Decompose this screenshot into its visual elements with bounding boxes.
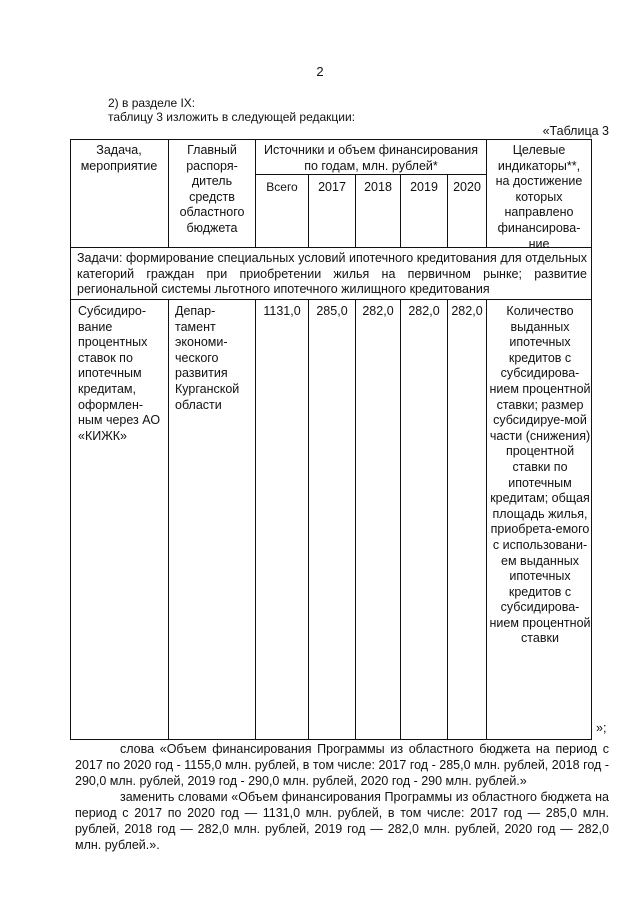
row-2018: 282,0 bbox=[362, 304, 394, 318]
header-total: Всего bbox=[266, 180, 298, 194]
row-2020: 282,0 bbox=[451, 304, 483, 318]
intro-line-2: таблицу 3 изложить в следующей редакции: bbox=[108, 110, 356, 124]
row-indicators: Количество выданных ипотечных кредитов с субсидирова-нием процентной ставки; размер субсидируе-мой части (снижения) процентной ставки по ипотечным кредитам; общая площадь жилья, приобрета-емого с использовани-ем выданных ипотечных кредитов с субсидирова-нием процентной ставки bbox=[489, 304, 591, 646]
header-2019: 2019 bbox=[410, 180, 438, 194]
row-task: Субсидиро-вание процентных ставок по ипотечным кредитам, оформлен-ным через АО «КИЖК» bbox=[78, 304, 161, 443]
row-2019: 282,0 bbox=[408, 304, 440, 318]
row-total: 1131,0 bbox=[263, 304, 301, 318]
header-sources: Источники и объем финансирования по годам, млн. рублей* bbox=[263, 143, 479, 173]
header-2020: 2020 bbox=[453, 180, 481, 194]
table-reference: «Таблица 3 bbox=[542, 124, 609, 138]
row-manager: Депар-тамент экономи-ческого развития Курганской области bbox=[175, 304, 240, 412]
tail-text bbox=[75, 741, 609, 853]
tasks-row: Задачи: формирование специальных условий ипотечного кредитования для отдельных категорий граждан при приобретении жилья на первичном рынке; развитие региональной системы льготного ипотечного жилищного кредитования bbox=[77, 251, 587, 297]
header-task: Задача, мероприятие bbox=[80, 143, 158, 173]
intro-line-1: 2) в разделе IX: bbox=[108, 96, 196, 110]
header-indicators: Целевые индикаторы**, на достижение которых направлено финансирова-ние bbox=[495, 143, 583, 251]
replace-paragraph: заменить словами «Объем финансирования Программы из областного бюджета на период с 2017 по 2020 год — 1131,0 млн. рублей, в том числе: 2017 год — 285,0 млн. рублей, 2018 год — 282,0 млн. рублей, 2019 год — 282,0 млн. рублей, 2020 год — 282,0 млн. рублей.». bbox=[75, 790, 609, 852]
page-number: 2 bbox=[316, 64, 324, 79]
table-end-mark: »; bbox=[596, 721, 607, 735]
header-2018: 2018 bbox=[364, 180, 392, 194]
header-2017: 2017 bbox=[318, 180, 346, 194]
row-2017: 285,0 bbox=[316, 304, 348, 318]
header-manager: Главный распоря-дитель средств областного бюджета bbox=[179, 143, 245, 235]
words-paragraph: слова «Объем финансирования Программы из областного бюджета на период с 2017 по 2020 год - 1155,0 млн. рублей, в том числе: 2017 год - 285,0 млн. рублей, 2018 год - 290,0 млн. рублей, 2019 год - 290,0 млн. рублей, 2020 год - 290 млн. рублей.» bbox=[75, 742, 609, 788]
